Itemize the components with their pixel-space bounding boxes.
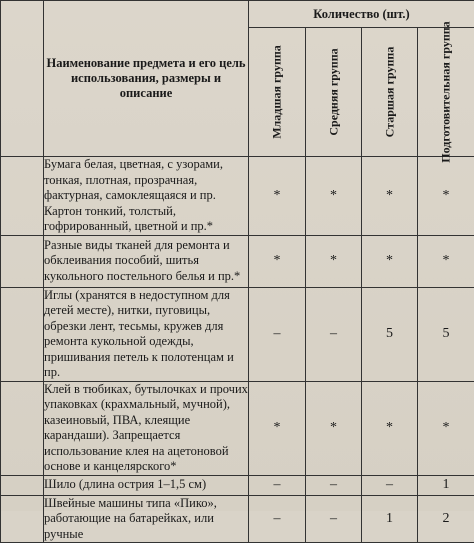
table-row — [1, 475, 474, 495]
value-cell: – — [306, 475, 362, 495]
value-cell: * — [306, 235, 362, 287]
table-row — [1, 495, 474, 543]
value-cell: – — [249, 495, 306, 543]
value-cell: – — [249, 475, 306, 495]
group-header-senior — [362, 28, 418, 157]
value-cell: * — [362, 381, 418, 475]
item-description: Клей в тюбиках, бутылочках и прочих упаковках (крахмальный, мучной), казеиновый, ПВА, клеящие карандаши). Запрещается использование клея на ацетоновой основе и канцелярского* — [44, 381, 249, 475]
value-cell: * — [362, 235, 418, 287]
table-row — [1, 287, 474, 381]
value-cell: – — [362, 475, 418, 495]
value-cell: * — [418, 157, 474, 236]
item-description: Разные виды тканей для ремонта и обклеивания пособий, шитья кукольного постельного белья и пр.* — [44, 235, 249, 287]
item-description: Иглы (хранятся в недоступном для детей месте), нитки, пуговицы, обрезки лент, тесьмы, кружев для ремонта кукольной одежды, пришивания петель к полотенцам и пр. — [44, 287, 249, 381]
item-description: Шило (длина острия 1–1,5 см) — [44, 475, 249, 495]
table-row — [1, 157, 474, 236]
group-label: Старшая группа — [383, 47, 396, 138]
left-blank-cell — [1, 495, 44, 543]
header-row-top — [1, 1, 474, 28]
value-cell: * — [306, 157, 362, 236]
value-cell: * — [249, 381, 306, 475]
value-cell: 1 — [362, 495, 418, 543]
left-blank-cell — [1, 475, 44, 495]
left-blank-cell — [1, 287, 44, 381]
group-header-middle — [306, 28, 362, 157]
left-blank-cell — [1, 235, 44, 287]
item-description: Швейные машины типа «Пико», работающие на батарейках, или ручные — [44, 495, 249, 543]
value-cell: 1 — [418, 475, 474, 495]
value-cell: – — [306, 495, 362, 543]
group-label: Младшая группа — [271, 45, 284, 139]
value-cell: – — [306, 287, 362, 381]
name-column-header: Наименование предмета и его цель использования, размеры и описание — [44, 1, 249, 157]
group-header-junior — [249, 28, 306, 157]
value-cell: * — [418, 381, 474, 475]
left-blank-cell — [1, 157, 44, 236]
group-label: Средняя группа — [327, 48, 340, 135]
group-label: Подготовительная группа — [440, 21, 453, 162]
group-header-preparatory — [418, 28, 474, 157]
value-cell: * — [249, 157, 306, 236]
value-cell: 5 — [362, 287, 418, 381]
left-blank-column-header — [1, 1, 44, 157]
table-row — [1, 235, 474, 287]
item-description: Бумага белая, цветная, с узорами, тонкая, плотная, прозрачная, фактурная, самоклеящаяся и пр. Картон тонкий, толстый, гофрированный, цветной и пр.* — [44, 157, 249, 236]
left-blank-cell — [1, 381, 44, 475]
value-cell: * — [306, 381, 362, 475]
quantity-header: Количество (шт.) — [249, 1, 474, 28]
table-row — [1, 381, 474, 475]
value-cell: * — [362, 157, 418, 236]
value-cell: – — [249, 287, 306, 381]
value-cell: 5 — [418, 287, 474, 381]
value-cell: * — [418, 235, 474, 287]
value-cell: * — [249, 235, 306, 287]
value-cell: 2 — [418, 495, 474, 543]
